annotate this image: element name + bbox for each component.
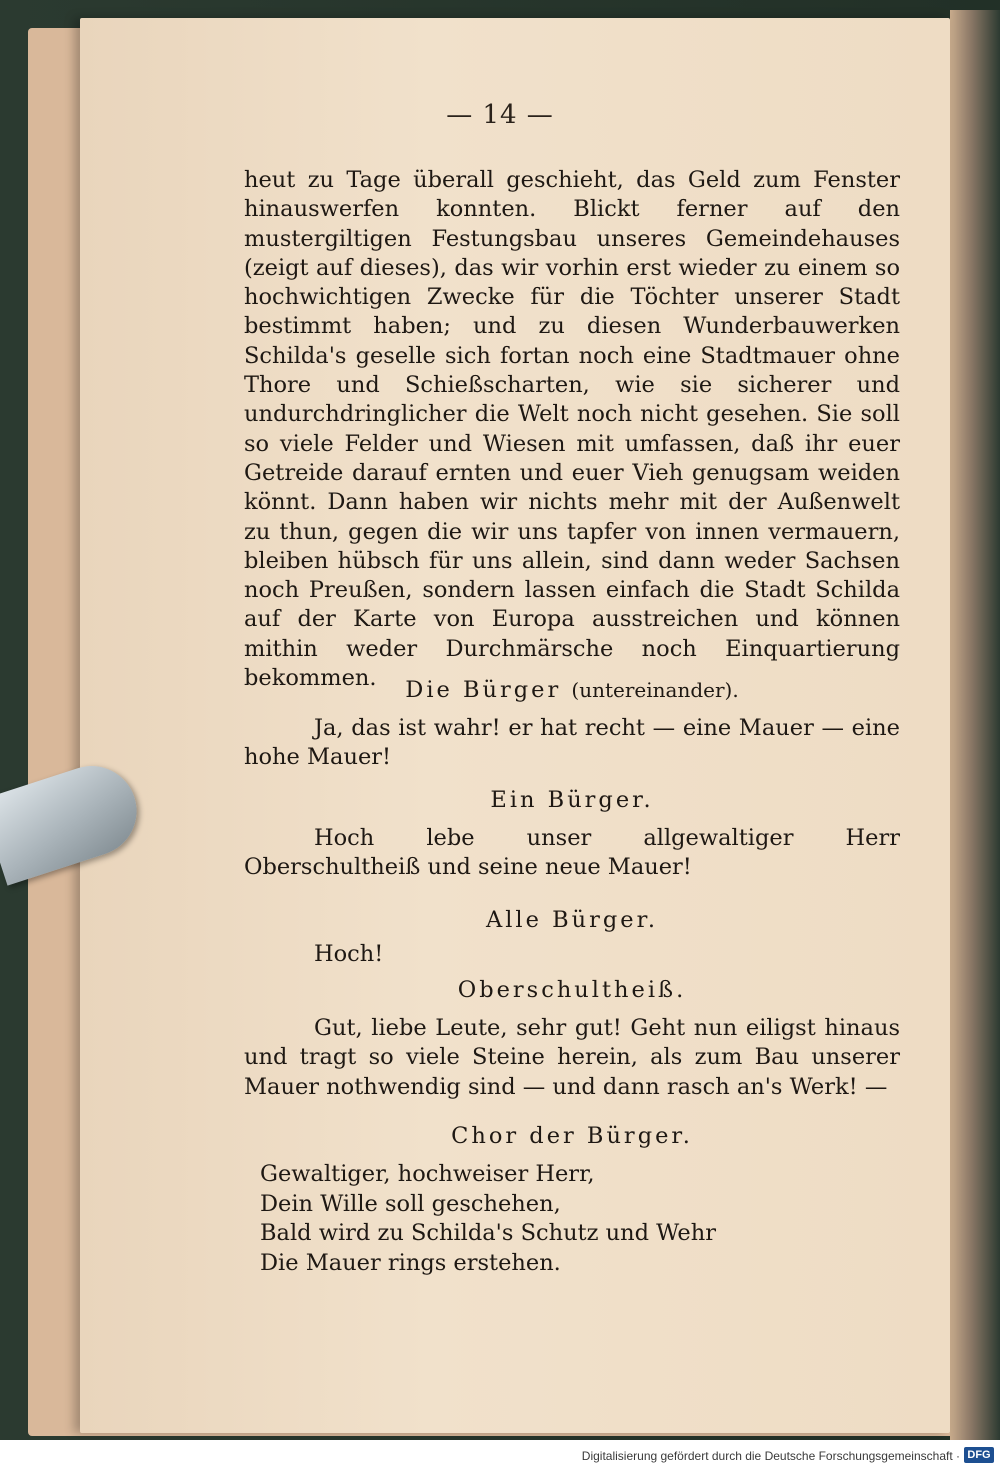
- verse-line: Bald wird zu Schilda's Schutz und Wehr: [260, 1220, 716, 1246]
- speech-3: Hoch!: [314, 941, 384, 967]
- speaker-oberschultheiss: Oberschultheiß.: [457, 977, 687, 1003]
- speaker-name: Die Bürger: [405, 677, 562, 703]
- paragraph-text: heut zu Tage überall geschieht, das Geld zum Fenster hinauswerfen konnten. Blickt ferner auf den mustergiltigen Festungsbau unseres Gemeindehauses (zeigt auf dieses), das wir vorhin erst wieder zu einem so hochwichtigen Zwecke für die Töchter unserer Stadt bestimmt haben; und zu diesen Wunderbauwerken Schilda's geselle sich fortan noch eine Stadtmauer ohne Thore und Schießscharten, wie sie sicherer und undurchdringlicher die Welt noch nicht gesehen. Sie soll so viele Felder und Wiesen mit umfassen, daß ihr euer Getreide darauf ernten und euer Vieh genugsam weiden könnt. Dann haben wir nichts mehr mit der Außenwelt zu thun, gegen die wir uns tapfer von innen vermauern, bleiben hübsch für uns allein, sind dann weder Sachsen noch Preußen, sondern lassen einfach die Stadt Schilda auf der Karte von Europa ausstreichen und können mithin weder Durchmärsche noch Einquartierung bekommen.: [244, 167, 900, 692]
- verse-line: Dein Wille soll geschehen,: [260, 1190, 561, 1217]
- speech-4: Gut, liebe Leute, sehr gut! Geht nun eiligst hinaus und tragt so viele Steine herein, als zum Bau unserer Mauer nothwendig sind — und dann rasch an's Werk! —: [244, 1015, 900, 1100]
- speaker-die-buerger: [244, 676, 900, 705]
- footer-credit: Digitalisierung gefördert durch die Deutsche Forschungsgemeinschaft ·: [581, 1449, 960, 1463]
- speaker-ein-buerger: Ein Bürger.: [490, 787, 654, 813]
- book-spine-edge: [950, 10, 1000, 1440]
- body-paragraph-1: [244, 166, 900, 693]
- speech-1: Ja, das ist wahr! er hat recht — eine Mauer — eine hohe Mauer!: [244, 715, 900, 771]
- page-number: — 14 —: [446, 100, 554, 130]
- verse-block: [260, 1160, 716, 1278]
- dfg-logo: DFG: [964, 1447, 994, 1463]
- verse-line: Die Mauer rings erstehen.: [260, 1249, 561, 1276]
- stage-direction: (untereinander).: [571, 678, 739, 702]
- verse-line: Gewaltiger, hochweiser Herr,: [260, 1161, 595, 1187]
- speaker-chor: Chor der Bürger.: [451, 1123, 693, 1149]
- speaker-alle-buerger: Alle Bürger.: [485, 907, 659, 933]
- speech-2: Hoch lebe unser allgewaltiger Herr Oberschultheiß und seine neue Mauer!: [244, 825, 900, 881]
